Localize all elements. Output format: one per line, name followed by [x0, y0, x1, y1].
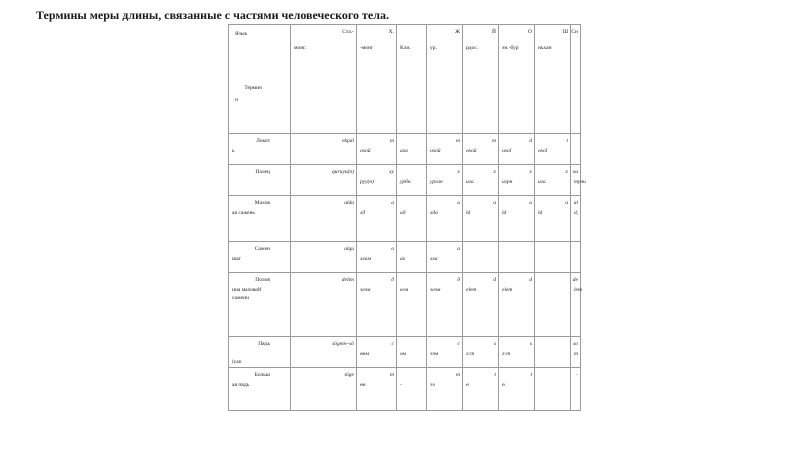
cell-line2: ə:m [502, 351, 511, 357]
table-cell [291, 165, 357, 196]
row-label-cell [229, 196, 291, 242]
cell-line1: т [492, 138, 496, 144]
row-label-cell [229, 134, 291, 165]
row-label-line2: ина маховой [232, 287, 262, 293]
cell-line2: ə:m [466, 351, 475, 357]
cell-line1: хи [572, 169, 578, 175]
table-cell [291, 242, 357, 273]
cell-line2: еlет [466, 287, 477, 293]
cell-line1: sögem~sö [332, 341, 354, 347]
row-label-cell [229, 242, 291, 273]
table-cell [535, 242, 571, 273]
table-cell [535, 165, 571, 196]
table-cell [397, 273, 427, 337]
table-cell [291, 368, 357, 411]
table-row [229, 273, 581, 337]
header-language-label: Язык [235, 31, 248, 37]
header-cell-top: Ш [562, 29, 568, 35]
table-cell [535, 273, 571, 337]
cell-line2: лда [430, 210, 438, 216]
table-cell [499, 165, 535, 196]
cell-line2: ад [400, 210, 406, 216]
table-cell [571, 368, 581, 411]
table-cell [357, 196, 397, 242]
table-cell [291, 273, 357, 337]
cell-line2: d, [574, 210, 579, 216]
cell-line1: а [391, 200, 394, 206]
cell-line2: ээм [430, 351, 439, 357]
header-cell-top: Й [492, 29, 496, 35]
table-cell [427, 165, 463, 196]
table-cell [463, 337, 499, 368]
table-cell [499, 196, 535, 242]
table-cell [291, 196, 357, 242]
cell-line2: - [400, 382, 402, 388]
table-cell [463, 196, 499, 242]
cell-line1: х [457, 169, 460, 175]
table-cell [427, 242, 463, 273]
cell-line2: ө [466, 382, 469, 388]
cell-line1: quruyu(n) [332, 169, 354, 175]
cell-line2: руу(н) [360, 179, 374, 185]
row-label-cell [229, 273, 291, 337]
row-label-line1: Полов [255, 277, 270, 283]
table-cell [535, 196, 571, 242]
table-row [229, 242, 581, 273]
table-cell [571, 242, 581, 273]
header-cell [427, 25, 463, 134]
cell-line2: игрн [502, 179, 513, 185]
row-label-line3: сажени [232, 295, 250, 301]
cell-line1: д [457, 277, 460, 283]
table-cell [463, 134, 499, 165]
row-label-cell [229, 368, 291, 411]
cell-line2: охої [502, 148, 512, 154]
cell-line1: s [529, 341, 532, 347]
table-cell [397, 196, 427, 242]
cell-line1: - [576, 372, 578, 378]
table-cell [397, 165, 427, 196]
cell-line2: lem [574, 287, 582, 293]
cell-line1: д [391, 277, 394, 283]
table-cell [499, 273, 535, 337]
table-cell [463, 242, 499, 273]
cell-line1: т [456, 138, 460, 144]
table-cell [535, 368, 571, 411]
row-label-line1: Махов [254, 200, 270, 206]
cell-line2: m [574, 351, 578, 357]
table-cell [357, 165, 397, 196]
header-cell [397, 25, 427, 134]
table-cell [571, 273, 581, 337]
table-cell [357, 337, 397, 368]
header-cell [463, 25, 499, 134]
cell-line2: лха [430, 256, 438, 262]
header-cell-bottom: Кли. [400, 45, 411, 51]
cell-line2: охой [360, 148, 371, 154]
cell-line1: s [493, 341, 496, 347]
table-cell [463, 368, 499, 411]
header-cell-bottom: эн.-бур [502, 45, 519, 51]
row-label-line2: шаг [232, 256, 241, 262]
cell-line1: t [530, 372, 532, 378]
cell-line1: а [391, 246, 394, 252]
table-cell [499, 368, 535, 411]
row-label-line2: ая пядь [232, 382, 250, 388]
cell-line1: х [529, 169, 532, 175]
header-cell-bottom: монг. [294, 45, 307, 51]
row-label-line1: Локот [256, 138, 270, 144]
header-cell-language-term [229, 25, 291, 134]
cell-line1: d [529, 138, 532, 144]
cell-line1: х [493, 169, 496, 175]
cell-line2: охой [430, 148, 441, 154]
table-cell [427, 368, 463, 411]
table-cell [499, 242, 535, 273]
header-cell-bottom: рдос. [466, 45, 479, 51]
table-cell [427, 134, 463, 165]
cell-line2: охой [466, 148, 477, 154]
row-label-line2: ая сажень [232, 210, 255, 216]
cell-line2: туни [574, 179, 586, 185]
cell-line1: d [529, 277, 532, 283]
cell-line1: d [493, 277, 496, 283]
table-cell [427, 273, 463, 337]
table-row [229, 196, 581, 242]
cell-line1: а [457, 246, 460, 252]
cell-line2: ига [538, 179, 546, 185]
cell-line1: al [573, 200, 578, 206]
header-cell [571, 25, 581, 134]
cell-line2: ld [538, 210, 543, 216]
cell-line2: еlет [502, 287, 513, 293]
table-cell [463, 273, 499, 337]
cell-line2: ах [400, 256, 406, 262]
table-cell [571, 337, 581, 368]
table-cell [357, 273, 397, 337]
cell-line1: с [391, 341, 394, 347]
row-label-cell [229, 337, 291, 368]
cell-line2: охої [538, 148, 548, 154]
cell-line1: alda [344, 200, 354, 206]
table-cell [357, 368, 397, 411]
cell-line1: de [572, 277, 578, 283]
header-cell [357, 25, 397, 134]
header-cell-bottom: ур. [430, 45, 437, 51]
cell-line2: ld [502, 210, 507, 216]
row-label-line3: iyan [232, 359, 242, 365]
table-cell [427, 196, 463, 242]
header-cell-top: Ж [455, 29, 460, 35]
cell-line2: урбн [400, 179, 411, 185]
cell-line1: t [494, 372, 496, 378]
row-label-line1: Пядь [258, 341, 270, 347]
header-row [229, 25, 581, 134]
table-row [229, 368, 581, 411]
row-label-line1: Сажен [254, 246, 270, 252]
page-title: Термины меры длины, связанные с частями человеческого тела. [36, 8, 389, 22]
table-cell [397, 337, 427, 368]
cell-line1: а [565, 200, 568, 206]
cell-line2: урган [430, 179, 443, 185]
table-row [229, 134, 581, 165]
table-cell [427, 337, 463, 368]
header-cell-bottom: ньхан [538, 45, 552, 51]
table-cell [571, 134, 581, 165]
cell-line1: töge [344, 372, 354, 378]
cell-line2: елм [400, 287, 409, 293]
table-row [229, 165, 581, 196]
cell-line1: т [456, 372, 460, 378]
table-cell [571, 165, 586, 196]
cell-line2: ээ [430, 382, 435, 388]
header-term-suffix: н [235, 97, 238, 103]
header-cell [499, 25, 535, 134]
cell-line1: delim [341, 277, 354, 283]
header-cell [535, 25, 571, 134]
table-cell [357, 242, 397, 273]
row-label-line1: Палец [255, 169, 270, 175]
cell-line2: ом [400, 351, 407, 357]
cell-line1: а [529, 200, 532, 206]
header-cell-top: Х. [388, 29, 394, 35]
table-cell [571, 196, 581, 242]
header-cell-bottom: -монг [360, 45, 374, 51]
header-term-label: Термин [244, 85, 262, 91]
cell-line2: өө [360, 382, 366, 388]
cell-line1: т [390, 138, 394, 144]
cell-line1: т [390, 372, 394, 378]
table-cell [397, 368, 427, 411]
table-cell [397, 242, 427, 273]
cell-line2: элэм [360, 287, 371, 293]
cell-line1: с [457, 341, 460, 347]
cell-line1: ekpal [342, 138, 354, 144]
cell-line2: элэм [430, 287, 441, 293]
table-cell [499, 134, 535, 165]
table-cell [535, 337, 571, 368]
cell-line1: а [493, 200, 496, 206]
table-cell [291, 134, 357, 165]
cell-line2: лд [360, 210, 366, 216]
table-row [229, 337, 581, 368]
length-terms-table [228, 24, 586, 411]
cell-line1: t [566, 138, 568, 144]
cell-line1: alqu [344, 246, 354, 252]
table-cell [397, 134, 427, 165]
table-cell [499, 337, 535, 368]
cell-line2: ld [466, 210, 471, 216]
cell-line2: ө [502, 382, 505, 388]
table-cell [357, 134, 397, 165]
header-cell-top: Сн [571, 29, 578, 35]
cell-line1: а [457, 200, 460, 206]
header-cell-top: О [528, 29, 532, 35]
cell-line1: х [565, 169, 568, 175]
header-cell [291, 25, 357, 134]
row-label-line2: ь [232, 148, 235, 154]
cell-line2: ига [466, 179, 474, 185]
table-cell [463, 165, 499, 196]
cell-line2: өөм [360, 351, 370, 357]
cell-line1: ху [389, 169, 394, 175]
table-cell [291, 337, 357, 368]
cell-line1: so [573, 341, 578, 347]
row-label-cell [229, 165, 291, 196]
cell-line2: лхам [360, 256, 372, 262]
table-cell [535, 134, 571, 165]
header-cell-top: Ста.- [342, 29, 354, 35]
cell-line2: аха [400, 148, 408, 154]
row-label-line1: Больш [254, 372, 270, 378]
